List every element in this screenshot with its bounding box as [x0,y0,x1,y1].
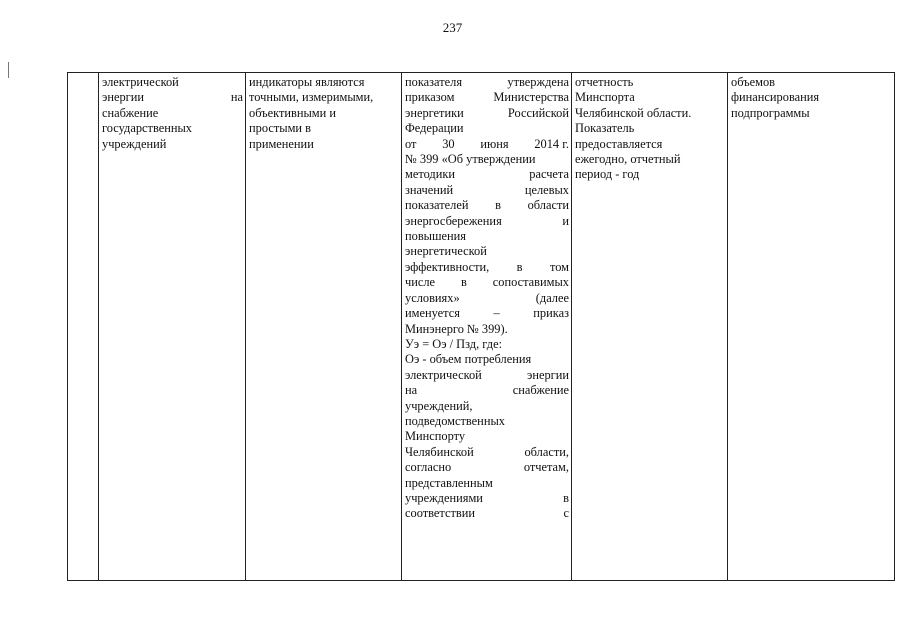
cell-word: подведомственных [405,413,505,428]
cell-text-line [575,106,725,121]
cell-word: приказ [533,306,569,321]
cell-text-line [405,167,569,182]
cell-word: и [562,213,569,228]
cell-text-line [405,244,569,259]
cell-word: отчетам, [523,460,569,475]
cell-word: снабжение [102,105,159,120]
cell-word: отчетность [575,75,634,89]
cell-text-line [405,445,569,460]
cell-text-line [405,368,569,383]
cell-word: именуется [405,306,460,321]
cell-text-line [405,229,569,244]
cell-word: снабжение [512,383,569,398]
cell-text-line [731,75,892,90]
cell-text-line [575,121,725,136]
calculation-method-cell [402,73,572,581]
cell-word: государственных [102,121,193,136]
margin-mark [8,62,9,78]
cell-text-line [102,75,243,90]
cell-word: в [460,275,467,290]
cell-word: в [495,198,501,213]
cell-word: (далее [535,290,569,305]
table-row [68,73,895,581]
cell-word: учреждений [102,136,167,151]
cell-word: от [405,136,417,151]
cell-text-line [405,275,569,290]
cell-text-line [405,429,569,444]
indicator-characteristics-cell [246,73,402,581]
cell-text-line [405,352,569,367]
cell-text-line [575,90,725,105]
funding-note-cell [728,73,895,581]
cell-word: в [563,490,569,505]
cell-word: согласно [405,460,452,475]
cell-word: объемов [731,75,775,89]
cell-word: числе [405,275,436,290]
cell-word: простыми в [249,121,311,136]
cell-text-line [405,106,569,121]
cell-word: Уэ = Оэ / Пзд, где: [405,336,503,351]
cell-word: Челябинской области. [575,105,692,120]
cell-text-line [102,90,243,105]
cell-word: подпрограммы [731,105,810,120]
cell-word: точными, измеримыми, [249,90,374,105]
cell-text-line [405,152,569,167]
data-source-cell [572,73,728,581]
cell-word: 2014 г. [534,136,569,151]
cell-text-line [405,75,569,90]
cell-word: энергетики [405,105,464,120]
cell-text-line [405,491,569,506]
cell-text-line [575,167,725,182]
cell-text-line [249,121,399,136]
cell-word: условиях» [405,290,460,305]
cell-text-line [405,198,569,213]
cell-text-line [405,414,569,429]
cell-word: энергосбережения [405,213,502,228]
cell-text-line [575,137,725,152]
cell-word: на [230,90,243,105]
cell-text-line [249,137,399,152]
cell-text-line [575,152,725,167]
cell-text-line [405,399,569,414]
cell-text-line [102,137,243,152]
cell-word: применении [249,136,314,151]
cell-word: эффективности, [405,259,490,274]
cell-word: показателя [405,75,463,89]
cell-word: индикаторы являются [249,75,365,89]
cell-word: методики [405,167,456,182]
cell-word: июня [480,136,509,151]
indicator-name-cell [99,73,246,581]
cell-word: показателей [405,198,469,213]
cell-word: Министерства [493,90,569,105]
cell-word: значений [405,182,454,197]
document-table [67,72,895,581]
cell-word: энергии [102,90,144,105]
cell-word: электрической [102,75,179,89]
cell-word: Российской [507,105,569,120]
cell-text-line [405,460,569,475]
cell-text-line [249,90,399,105]
cell-word: период - год [575,167,640,182]
cell-text-line [405,383,569,398]
cell-text-line [405,322,569,337]
cell-text-line [405,121,569,136]
cell-text-line [405,214,569,229]
cell-word: том [549,259,569,274]
cell-word: целевых [524,182,569,197]
cell-text-line [249,106,399,121]
cell-word: Минспорта [575,90,635,105]
cell-text-line [102,106,243,121]
cell-word: области, [524,444,569,459]
cell-word: объективными и [249,105,337,120]
cell-word: расчета [529,167,569,182]
cell-text-line [405,137,569,152]
cell-text-line [405,306,569,321]
cell-text-line [405,476,569,491]
cell-word: сопоставимых [492,275,569,290]
cell-word: в [516,259,523,274]
cell-word: Челябинской [405,444,474,459]
cell-word: 30 [442,136,455,151]
cell-word: финансирования [731,90,820,105]
cell-word: утверждена [507,75,569,89]
cell-text-line [405,506,569,521]
cell-text-line [405,291,569,306]
cell-text-line [102,121,243,136]
cell-text-line [731,90,892,105]
cell-word: ежегодно, отчетный [575,152,681,167]
cell-text-line [405,260,569,275]
cell-word: электрической [405,367,482,382]
cell-word: приказом [405,90,455,105]
page-number: 237 [442,20,463,35]
cell-word: области [527,198,569,213]
row-number-cell [68,73,99,581]
cell-word: на [405,383,418,398]
cell-word: учреждений, [405,398,473,413]
cell-word: энергетической [405,244,487,259]
cell-word: соответствии [405,506,476,521]
cell-text-line [575,75,725,90]
cell-word: предоставляется [575,136,663,151]
cell-word: с [563,506,569,521]
cell-word: Федерации [405,121,464,136]
cell-word: Оэ - объем потребления [405,352,532,367]
cell-word: Показатель [575,121,635,136]
cell-word: повышения [405,229,467,244]
cell-word: представленным [405,475,493,490]
cell-text-line [405,183,569,198]
cell-text-line [405,90,569,105]
cell-word: Минспорту [405,429,466,444]
cell-word: учреждениями [405,490,483,505]
cell-word: энергии [527,367,569,382]
cell-text-line [249,75,399,90]
cell-word: № 399 «Об утверждении [405,152,536,167]
cell-text-line [405,337,569,352]
cell-word: Минэнерго № 399). [405,321,508,336]
cell-word: – [493,306,500,321]
cell-text-line [731,106,892,121]
